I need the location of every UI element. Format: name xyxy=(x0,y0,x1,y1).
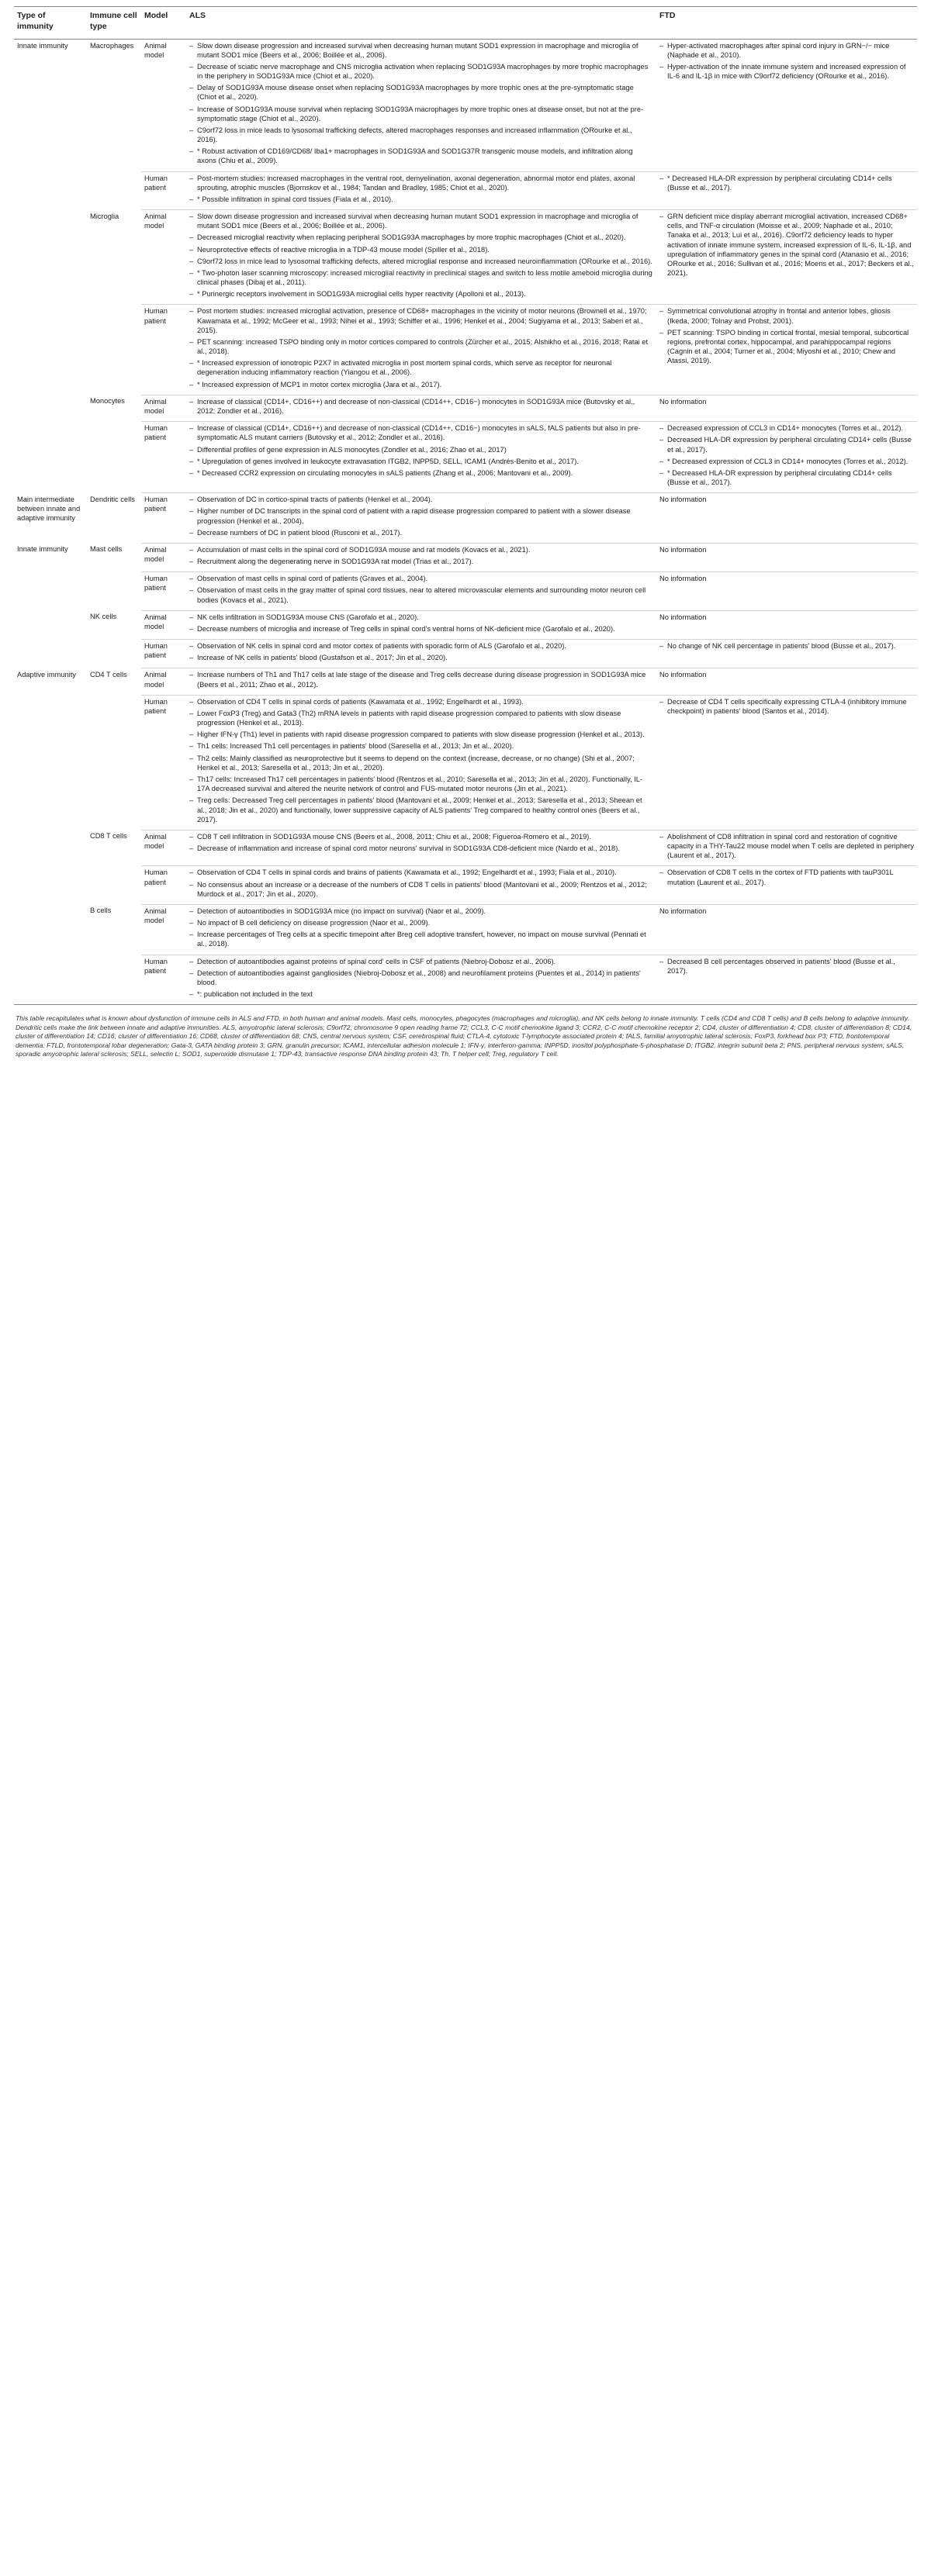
ftd-findings-cell xyxy=(656,210,917,305)
ftd-findings-list xyxy=(659,212,914,278)
ftd-findings-list xyxy=(659,397,914,406)
ftd-finding-item: – Observation of CD8 T cells in the cortex of FTD patients with tauP301L mutation (Laurent et al., 2017). xyxy=(659,868,914,886)
table-header xyxy=(14,7,917,40)
als-finding-item: – Accumulation of mast cells in the spinal cord of SOD1G93A mouse and rat models (Kovacs et al., 2021). xyxy=(189,545,653,554)
ftd-finding-item: No information xyxy=(659,906,707,915)
als-finding-item: – Recruitment along the degenerating nerve in SOD1G93A rat model (Trias et al., 2017). xyxy=(189,557,653,566)
cell-type-cell xyxy=(87,572,141,611)
ftd-findings-cell xyxy=(656,640,917,668)
ftd-findings-list xyxy=(659,574,914,583)
ftd-findings-cell xyxy=(656,493,917,544)
table-row xyxy=(14,695,917,830)
als-findings-cell xyxy=(186,493,656,544)
als-finding-item: – C9orf72 loss in mice leads to lysosomal trafficking defects, altered macrophages responses and increased inflammation (ORourke et al., 2016). xyxy=(189,126,653,144)
table-row xyxy=(14,640,917,668)
ftd-findings-list xyxy=(659,957,914,975)
als-finding-item: – Increase numbers of Th1 and Th17 cells at late stage of the disease and Treg cells decrease during disease progression in SOD1G93A mice (Beers et al., 2011; Zhao et al., 2012). xyxy=(189,670,653,689)
ftd-findings-list xyxy=(659,495,914,504)
als-finding-item: – Th1 cells: Increased Th1 cell percentages in patients' blood (Saresella et al., 2013; Jin et al., 2020). xyxy=(189,741,653,751)
als-findings-cell xyxy=(186,572,656,611)
als-finding-item: – CD8 T cell infiltration in SOD1G93A mouse CNS (Beers et al., 2008, 2011; Chiu et al., 2008; Figueroa-Romero et al., 2019). xyxy=(189,832,653,841)
table-row xyxy=(14,493,917,544)
immunity-type-cell xyxy=(14,904,87,955)
header-immune-cell-type: Immune cell type xyxy=(87,7,141,40)
ftd-finding-item: No information xyxy=(659,575,707,583)
cell-type-cell xyxy=(87,640,141,668)
table-row xyxy=(14,171,917,210)
ftd-findings-cell xyxy=(656,830,917,866)
model-cell: Human patient xyxy=(141,695,186,830)
ftd-findings-cell xyxy=(656,610,917,639)
als-finding-item: – PET scanning: increased TSPO binding only in motor cortices compared to controls (Zürcher et al., 2015; Alshikho et al., 2016, 2018; Ratai et al., 2018). xyxy=(189,337,653,356)
header-ftd: FTD xyxy=(656,7,917,40)
als-findings-cell xyxy=(186,640,656,668)
als-finding-item: – Increase of classical (CD14+, CD16++) and decrease of non-classical (CD14++, CD16−) monocytes in SOD1G93A mice (Butovsky et al., 2012; Zondler et al., 2016). xyxy=(189,397,653,416)
als-finding-item: – Neuroprotective effects of reactive microglia in a TDP-43 mouse model (Spiller et al., 2018). xyxy=(189,245,653,254)
table-row xyxy=(14,904,917,955)
immunity-type-cell xyxy=(14,305,87,395)
als-findings-list xyxy=(189,212,653,299)
ftd-findings-cell xyxy=(656,171,917,210)
ftd-finding-item: – Decrease of CD4 T cells specifically expressing CTLA-4 (inhibitory immune checkpoint) in patients' blood (Santos et al., 2014). xyxy=(659,697,914,716)
ftd-finding-item: No information xyxy=(659,545,707,554)
ftd-finding-item: – * Decreased HLA-DR expression by peripheral circulating CD14+ cells (Busse et al., 2017). xyxy=(659,468,914,487)
cell-type-cell: Dendritic cells xyxy=(90,495,135,503)
ftd-findings-list xyxy=(659,423,914,487)
cell-type-cell xyxy=(87,695,141,830)
model-cell: Human patient xyxy=(141,305,186,395)
als-findings-list xyxy=(189,574,653,605)
cell-type-cell: B cells xyxy=(90,906,112,915)
als-finding-item: – Increase of classical (CD14+, CD16++) and decrease of non-classical (CD14++, CD16−) monocytes in sALS, fALS patients but also in pre-symptomatic ALS mutant carriers (Butovsky et al., 2012; Zondler et al., 2016). xyxy=(189,423,653,442)
als-findings-list xyxy=(189,306,653,388)
als-finding-item: – C9orf72 loss in mice lead to lysosomal trafficking defects, altered microglial response and increased neuroinflammation (ORourke et al., 2016). xyxy=(189,257,653,266)
immunity-type-cell xyxy=(14,955,87,1005)
ftd-finding-item: No information xyxy=(659,397,707,406)
header-model: Model xyxy=(141,7,186,40)
als-finding-item: – Observation of mast cells in spinal cord of patients (Graves et al., 2004). xyxy=(189,574,653,583)
header-type-of-immunity: Type of immunity xyxy=(14,7,87,40)
model-cell: Animal model xyxy=(141,543,186,571)
cell-type-cell: Monocytes xyxy=(90,397,125,406)
als-finding-item: – Observation of CD4 T cells in spinal cords and brains of patients (Kawamata et al., 1992; Engelhardt et al., 1993; Fiala et al., 2010). xyxy=(189,868,653,877)
immunity-type-cell: Adaptive immunity xyxy=(17,670,76,679)
immunity-type-cell xyxy=(14,210,87,305)
ftd-finding-item: – Hyper-activated macrophages after spinal cord injury in GRN−/− mice (Naphade et al., 2010). xyxy=(659,41,914,60)
als-finding-item: – Increase of SOD1G93A mouse survival when replacing SOD1G93A macrophages by more trophic ones at disease onset, but not at the pre-symptomatic stage (Chiot et al., 2020). xyxy=(189,105,653,123)
table-row xyxy=(14,866,917,905)
ftd-finding-item: – Decreased B cell percentages observed in patients' blood (Busse et al., 2017). xyxy=(659,957,914,975)
immunity-type-cell xyxy=(14,640,87,668)
table-row xyxy=(14,572,917,611)
ftd-findings-list xyxy=(659,670,914,679)
model-cell: Animal model xyxy=(141,39,186,171)
als-finding-item: – No consensus about an increase or a decrease of the numbers of CD8 T cells in patients' blood (Mantovani et al., 2009; Rentzos et al., 2012; Murdock et al., 2017; Jin et al., 2020). xyxy=(189,880,653,899)
ftd-finding-item: – PET scanning: TSPO binding in cortical frontal, mesial temporal, subcortical regions, prefrontal cortex, hippocampal, and parahippocampal regions (Cagnin et al., 2004; Turner et al., 2004; Miyoshi et al., 2010; Chew and Atassi, 2019). xyxy=(659,328,914,366)
cell-type-cell: Microglia xyxy=(90,212,119,220)
model-cell: Human patient xyxy=(141,955,186,1005)
als-finding-item: – Observation of CD4 T cells in spinal cords of patients (Kawamata et al., 1992; Engelhardt et al., 1993). xyxy=(189,697,653,706)
table-row xyxy=(14,668,917,695)
als-finding-item: – * Two-photon laser scanning microscopy: increased microglial reactivity in preclinical stages and switch to less motile ameboid microglia during clinical phases (Dibaj et al., 2011). xyxy=(189,268,653,287)
cell-type-cell: Macrophages xyxy=(90,41,134,50)
als-finding-item: – Detection of autoantibodies against proteins of spinal cord' cells in CSF of patients (Niebroj-Dobosz et al., 2006). xyxy=(189,957,653,966)
als-findings-list xyxy=(189,545,653,566)
ftd-finding-item: – * Decreased HLA-DR expression by peripheral circulating CD14+ cells (Busse et al., 2017). xyxy=(659,174,914,192)
model-cell: Animal model xyxy=(141,610,186,639)
ftd-finding-item: – Hyper-activation of the innate immune system and increased expression of IL-6 and IL-1β in mice with C9orf72 deficiency (ORourke et al., 2016). xyxy=(659,62,914,81)
als-finding-item: – * Increased expression of ionotropic P2X7 in activated microglia in post mortem spinal cords, which serve as receptor for neuronal degeneration inducing inflammatory reaction (Yiangou et al., 2006). xyxy=(189,358,653,377)
als-finding-item: – Post-mortem studies: increased macrophages in the ventral root, demyelination, axonal degeneration, abnormal motor end plates, axonal sprouting, atrophic muscles (Bjornskov et al., 1984; Tandan and Bradley, 1985; Chiot et al., 2020). xyxy=(189,174,653,192)
als-findings-cell xyxy=(186,610,656,639)
ftd-findings-list xyxy=(659,174,914,192)
als-finding-item: – * Upregulation of genes involved in leukocyte extravasation ITGB2, INPP5D, SELL, ICAM1 (Andrés-Benito et al., 2017). xyxy=(189,457,653,466)
als-finding-item: – Th17 cells: Increased Th17 cell percentages in patients' blood (Rentzos et al., 2010; Saresella et al., 2013; Jin et al., 2020). Functionally, IL-17A decreased survival and altered the neurite network of control and FUS-mutated motor neurons (Jin et al., 2021). xyxy=(189,775,653,793)
ftd-finding-item: – Decreased expression of CCL3 in CD14+ monocytes (Torres et al., 2012). xyxy=(659,423,914,433)
immunity-type-cell: Innate immunity xyxy=(17,545,68,554)
ftd-findings-list xyxy=(659,613,914,622)
immunity-type-cell xyxy=(14,866,87,905)
ftd-finding-item: No information xyxy=(659,613,707,621)
model-cell: Human patient xyxy=(141,493,186,544)
als-finding-item: – Decrease of sciatic nerve macrophage and CNS microglia activation when replacing SOD1G93A macrophages by more trophic macrophages in the periphery in SOD1G93A mice (Chiot et al., 2020). xyxy=(189,62,653,81)
als-findings-cell xyxy=(186,210,656,305)
table-row xyxy=(14,955,917,1005)
als-finding-item: – Detection of autoantibodies against gangliosides (Niebroj-Dobosz et al., 2008) and neurofilament proteins (Puentes et al., 2014) in patients' blood. xyxy=(189,969,653,987)
ftd-findings-list xyxy=(659,306,914,365)
als-finding-item: – Increase percentages of Treg cells at a specific timepoint after Breg cell adoptive transfert, however, no impact on mouse survival (Pennati et al., 2018). xyxy=(189,930,653,948)
als-findings-cell xyxy=(186,395,656,421)
ftd-findings-cell xyxy=(656,422,917,493)
ftd-findings-list xyxy=(659,832,914,861)
table-row xyxy=(14,422,917,493)
als-finding-item: – NK cells infiltration in SOD1G93A mouse CNS (Garofalo et al., 2020). xyxy=(189,613,653,622)
cell-type-cell xyxy=(87,955,141,1005)
table-body xyxy=(14,39,917,1005)
immunity-type-cell xyxy=(14,830,87,866)
immunity-type-cell xyxy=(14,422,87,493)
als-findings-list xyxy=(189,957,653,1000)
table-row xyxy=(14,210,917,305)
cell-type-cell: CD8 T cells xyxy=(90,832,127,841)
ftd-findings-list xyxy=(659,868,914,886)
als-findings-cell xyxy=(186,171,656,210)
als-findings-cell xyxy=(186,695,656,830)
als-finding-item: – Treg cells: Decreased Treg cell percentages in patients' blood (Mantovani et al., 2009; Henkel et al., 2013; Saresella et al., 2013; Sheean et al., 2018; Jin et al., 2020) and functionally, lower suppressive capacity of ALS patients' Treg compared to healthy control ones (Beers et al., 2017). xyxy=(189,796,653,824)
model-cell: Animal model xyxy=(141,904,186,955)
immunity-type-cell: Innate immunity xyxy=(17,41,68,50)
cell-type-cell xyxy=(87,866,141,905)
immunity-type-cell xyxy=(14,395,87,421)
als-finding-item: – *: publication not included in the text xyxy=(189,989,653,999)
cell-type-cell: CD4 T cells xyxy=(90,670,127,679)
als-findings-cell xyxy=(186,955,656,1005)
ftd-findings-cell xyxy=(656,543,917,571)
cell-type-cell xyxy=(87,422,141,493)
ftd-findings-cell xyxy=(656,39,917,171)
als-findings-list xyxy=(189,41,653,166)
immunity-type-cell xyxy=(14,695,87,830)
table-row xyxy=(14,395,917,421)
als-findings-cell xyxy=(186,668,656,695)
als-findings-cell xyxy=(186,39,656,171)
model-cell: Animal model xyxy=(141,395,186,421)
table-row xyxy=(14,610,917,639)
als-finding-item: – Differential profiles of gene expression in ALS monocytes (Zondler et al., 2016; Zhao et al., 2017) xyxy=(189,445,653,454)
als-findings-list xyxy=(189,613,653,634)
ftd-findings-cell xyxy=(656,668,917,695)
als-finding-item: – Increase of NK cells in patients' blood (Gustafson et al., 2017; Jin et al., 2020). xyxy=(189,653,653,662)
als-finding-item: – * Robust activation of CD169/CD68/ Iba1+ macrophages in SOD1G93A and SOD1G37R transgenic mouse models, and infiltration along axons (Chiu et al., 2009). xyxy=(189,147,653,165)
immune-cells-table xyxy=(14,6,917,1005)
als-findings-list xyxy=(189,397,653,416)
model-cell: Human patient xyxy=(141,640,186,668)
als-finding-item: – Decreased microglial reactivity when replacing peripheral SOD1G93A macrophages by more trophic macrophages (Chiot et al., 2020). xyxy=(189,233,653,242)
als-finding-item: – * Purinergic receptors involvement in SOD1G93A microglial cells hyper reactivity (Apolloni et al., 2013). xyxy=(189,289,653,299)
als-finding-item: – Delay of SOD1G93A mouse disease onset when replacing SOD1G93A macrophages by more trophic ones at the pre-symptomatic stage (Chiot et al., 2020). xyxy=(189,83,653,102)
ftd-finding-item: – No change of NK cell percentage in patients' blood (Busse et al., 2017). xyxy=(659,641,914,651)
immunity-type-cell xyxy=(14,572,87,611)
ftd-finding-item: No information xyxy=(659,496,707,504)
als-finding-item: – * Possible infiltration in spinal cord tissues (Fiala et al., 2010). xyxy=(189,195,653,204)
als-finding-item: – Observation of DC in cortico-spinal tracts of patients (Henkel et al., 2004). xyxy=(189,495,653,504)
ftd-findings-cell xyxy=(656,955,917,1005)
als-finding-item: – Post mortem studies: increased microglial activation, presence of CD68+ macrophages in the vicinity of motor neurons (Brownell et al., 1970; Kawamata et al., 1992; McGeer et al., 1993; Nihei et al., 1993; Schiffer et al., 1996; Henkel et al., 2004; Sugiyama et al., 2013; Saberi et al., 2015). xyxy=(189,306,653,335)
header-als: ALS xyxy=(186,7,656,40)
als-findings-list xyxy=(189,670,653,689)
ftd-findings-list xyxy=(659,41,914,81)
ftd-findings-cell xyxy=(656,904,917,955)
ftd-findings-cell xyxy=(656,572,917,611)
cell-type-cell: NK cells xyxy=(90,613,117,621)
als-findings-list xyxy=(189,697,653,824)
als-findings-list xyxy=(189,641,653,662)
als-finding-item: – Detection of autoantibodies in SOD1G93A mice (no impact on survival) (Naor et al., 2009). xyxy=(189,906,653,916)
ftd-findings-cell xyxy=(656,695,917,830)
als-findings-cell xyxy=(186,904,656,955)
als-finding-item: – Observation of NK cells in spinal cord and motor cortex of patients with sporadic form of ALS (Garofalo et al., 2020). xyxy=(189,641,653,651)
ftd-findings-cell xyxy=(656,866,917,905)
als-finding-item: – Lower FoxP3 (Treg) and Gata3 (Th2) mRNA levels in patients with rapid disease progression compared to patients with slow disease progression (Henkel et al., 2013). xyxy=(189,709,653,727)
als-findings-cell xyxy=(186,305,656,395)
als-findings-list xyxy=(189,868,653,899)
ftd-findings-cell xyxy=(656,395,917,421)
ftd-findings-list xyxy=(659,697,914,716)
als-finding-item: – * Increased expression of MCP1 in motor cortex microglia (Jara et al., 2017). xyxy=(189,380,653,389)
als-finding-item: – No impact of B cell deficiency on disease progression (Naor et al., 2009). xyxy=(189,918,653,927)
ftd-finding-item: – Symmetrical convolutional atrophy in frontal and anterior lobes, gliosis (Ikeda, 2000; Tolnay and Probst, 2001). xyxy=(659,306,914,325)
model-cell: Human patient xyxy=(141,572,186,611)
ftd-findings-list xyxy=(659,906,914,916)
als-finding-item: – Observation of mast cells in the gray matter of spinal cord tissues, near to altered microvascular elements and surrounding motor neuron cell bodies (Kovacs et al., 2021). xyxy=(189,585,653,604)
model-cell: Human patient xyxy=(141,866,186,905)
table-row xyxy=(14,830,917,866)
ftd-finding-item: – GRN deficient mice display aberrant microglial activation, increased CD68+ cells, and TNF-α circulation (Moisse et al., 2009; Naphade et al., 2010; Tanaka et al., 2013; Lui et al., 2016). C9orf72 deficiency leads to hyper activation of innate immune system, increased expression of IL-6, IL-1β, and upregulation of inflammatory genes in the spinal cord (Atanasio et al., 2016; ORourke et al., 2016; Sullivan et al., 2016; Moens et al., 2017; Beckers et al., 2021). xyxy=(659,212,914,278)
als-findings-list xyxy=(189,174,653,205)
model-cell: Human patient xyxy=(141,422,186,493)
table-footnote: This table recapitulates what is known about dysfunction of immune cells in ALS and FTD, in both human and animal models. Mast cells, monocytes, phagocytes (macrophages and microglia), and NK cells belong to innate immunity. T cells (CD4 and CD8 T cells) and B cells belong to adaptive immunity. Dendritic cells make the link between innate and adaptive immunities. ALS, amyotrophic lateral sclerosis; C9orf72, chromosome 9 open reading frame 72; CCL3, C-C motif chemokine ligand 3; CCR2, C-C motif chemokine receptor 2; CD4, cluster of differentiation 4; CD8, cluster of differentiation 8; CD14, cluster of differentiation 14; CD16, cluster of differentiation 16; CD68, cluster of differentiation 68; CNS, central nervous system; CSF, cerebrospinal fluid; CTLA-4, cytotoxic T-lymphocyte associated protein 4; fALS, familial amyotrophic lateral sclerosis; FoxP3, forkhead box P3; FTD, frontotemporal dementia; FTLD, frontotemporal lobar degeneration; Gata-3, GATA binding protein 3; GRN, granulin precursor; ICAM1, intercellular adhesion molecule 1; IFN-γ, interferon-gamma; INPP5D, inositol polyphosphate-5-phosphatase D; ITGB2, integrin subunit beta 2; PNS, peripheral nervous system; sALS, sporadic amyotrophic lateral sclerosis; SELL, selectin L; SOD1, superoxide dismutase 1; TDP-43, transactive response DNA binding protein 43; Th, T helper cell; Treg, regulatory T cell. xyxy=(16,1014,912,1058)
table-container xyxy=(14,0,917,1058)
ftd-finding-item: No information xyxy=(659,671,707,679)
als-findings-cell xyxy=(186,543,656,571)
als-finding-item: – Decrease numbers of microglia and increase of Treg cells in spinal cord's ventral horns of NK-deficient mice (Garofalo et al., 2020). xyxy=(189,624,653,634)
model-cell: Animal model xyxy=(141,668,186,695)
als-findings-cell xyxy=(186,866,656,905)
als-findings-list xyxy=(189,495,653,537)
ftd-finding-item: – Abolishment of CD8 infiltration in spinal cord and restoration of cognitive capacity in a THY-Tau22 mouse model when T cells are depleted in periphery (Laurent et al., 2017). xyxy=(659,832,914,861)
ftd-findings-cell xyxy=(656,305,917,395)
model-cell: Animal model xyxy=(141,210,186,305)
als-findings-list xyxy=(189,423,653,478)
cell-type-cell xyxy=(87,305,141,395)
als-finding-item: – Higher number of DC transcripts in the spinal cord of patient with a rapid disease progression compared to patient with a slower disease progression (Henkel et al., 2004). xyxy=(189,506,653,525)
als-finding-item: – Higher IFN-γ (Th1) level in patients with rapid disease progression compared to patients with slow disease progression (Henkel et al., 2013). xyxy=(189,730,653,739)
als-finding-item: – Slow down disease progression and increased survival when decreasing human mutant SOD1 expression in macrophage and microglia of mutant SOD1 mice (Beers et al., 2006; Boillée et al., 2006). xyxy=(189,212,653,230)
ftd-findings-list xyxy=(659,545,914,554)
immunity-type-cell xyxy=(14,610,87,639)
table-row xyxy=(14,305,917,395)
cell-type-cell xyxy=(87,171,141,210)
als-findings-cell xyxy=(186,422,656,493)
als-finding-item: – Slow down disease progression and increased survival when decreasing human mutant SOD1 expression in macrophage and microglia of mutant SOD1 mice (Beers et al., 2006; Boillée et al., 2006). xyxy=(189,41,653,60)
model-cell: Animal model xyxy=(141,830,186,866)
ftd-finding-item: – Decreased HLA-DR expression by peripheral circulating CD14+ cells (Busse et al., 2017). xyxy=(659,435,914,454)
model-cell: Human patient xyxy=(141,171,186,210)
ftd-finding-item: – * Decreased expression of CCL3 in CD14+ monocytes (Torres et al., 2012). xyxy=(659,457,914,466)
immunity-type-cell xyxy=(14,171,87,210)
immunity-type-cell: Main intermediate between innate and adaptive immunity xyxy=(17,495,81,523)
table-row xyxy=(14,543,917,571)
als-finding-item: – Th2 cells: Mainly classified as neuroprotective but it seems to depend on the context (increase, decrease, or no change) (Shi et al., 2007; Henkel et al., 2013; Saresella et al., 2013; Jin et al., 2020). xyxy=(189,754,653,772)
als-findings-list xyxy=(189,906,653,949)
als-findings-cell xyxy=(186,830,656,866)
table-row xyxy=(14,39,917,171)
ftd-findings-list xyxy=(659,641,914,651)
als-finding-item: – Decrease of inflammation and increase of spinal cord motor neurons' survival in SOD1G93A CD8-deficient mice (Nardo et al., 2018). xyxy=(189,844,653,853)
als-finding-item: – Decrease numbers of DC in patient blood (Rusconi et al., 2017). xyxy=(189,528,653,537)
als-findings-list xyxy=(189,832,653,853)
cell-type-cell: Mast cells xyxy=(90,545,123,554)
als-finding-item: – * Decreased CCR2 expression on circulating monocytes in sALS patients (Zhang et al., 2006; Mantovani et al., 2009). xyxy=(189,468,653,478)
